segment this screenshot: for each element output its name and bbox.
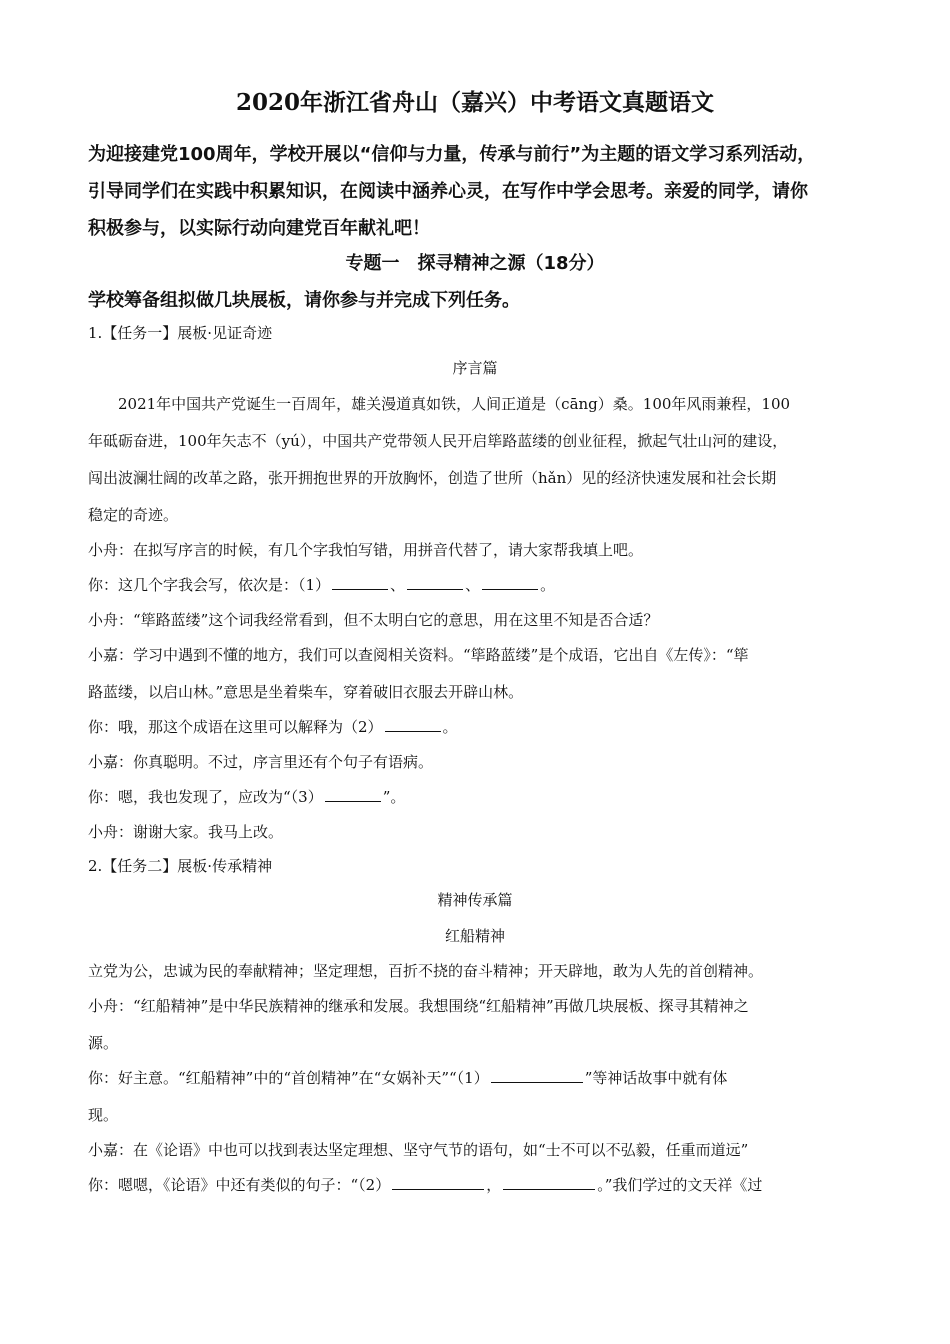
answer-blank-1[interactable] — [332, 588, 388, 590]
dialogue-you-5 — [88, 1174, 762, 1195]
closing-quote: ”。 — [382, 788, 406, 806]
intro-line-3: 积极参与，以实际行动向建党百年献礼吧！ — [88, 218, 430, 239]
dialogue-xiaozhou-2: 小舟：“筚路蓝缕”这个词我经常看到，但不太明白它的意思，用在这里不知是否合适？ — [88, 611, 659, 629]
separator: 、 — [465, 576, 481, 594]
intro-line-1: 为迎接建党100周年，学校开展以“信仰与力量，传承与前行”为主题的语文学习系列活动， — [88, 144, 816, 165]
dialogue-xiaojia-2: 小嘉：你真聪明。不过，序言里还有个句子有语病。 — [88, 753, 434, 771]
preface-line-2: 年砥砺奋进，100年矢志不（yú），中国共产党带领人民开启筚路蓝缕的创业征程，掀起气壮山河的建设， — [88, 432, 788, 450]
dialogue-text: 你：嗯嗯，《论语》中还有类似的句子：“（2） — [88, 1176, 391, 1194]
answer-blank-8[interactable] — [503, 1188, 595, 1190]
dialogue-text: 你：嗯，我也发现了，应改为“（3） — [88, 788, 323, 806]
preface-line-3: 闯出波澜壮阔的改革之路，张开拥抱世界的开放胸怀，创造了世所（hǎn）见的经济快速发展和社会长期 — [88, 469, 777, 487]
comma: ， — [486, 1176, 502, 1194]
dialogue-xiaozhou-3: 小舟：谢谢大家。我马上改。 — [88, 823, 284, 841]
task2-subsubtitle: 红船精神 — [444, 927, 505, 945]
answer-blank-3[interactable] — [482, 588, 538, 590]
answer-blank-5[interactable] — [325, 800, 381, 802]
dialogue-you-1 — [88, 574, 555, 595]
dialogue-you-3 — [88, 786, 405, 807]
answer-blank-4[interactable] — [385, 730, 441, 732]
dialogue-text: 。”我们学过的文天祥《过 — [597, 1176, 763, 1194]
page-title: 2020年浙江省舟山（嘉兴）中考语文真题语文 — [235, 89, 714, 116]
task2-subtitle: 精神传承篇 — [437, 891, 513, 909]
period: 。 — [540, 576, 556, 594]
dialogue-text: 你：哦，那这个成语在这里可以解释为（2） — [88, 718, 383, 736]
red-boat-spirit-text: 立党为公，忠诚为民的奉献精神；坚定理想，百折不挠的奋斗精神；开天辟地，敢为人先的首创精神。 — [88, 962, 764, 980]
answer-blank-2[interactable] — [407, 588, 463, 590]
task2-label: 2.【任务二】展板·传承精神 — [88, 857, 273, 875]
separator: 、 — [390, 576, 406, 594]
dialogue-you-4b: 现。 — [88, 1106, 119, 1124]
dialogue-xiaojia-1b: 路蓝缕，以启山林。”意思是坐着柴车，穿着破旧衣服去开辟山林。 — [88, 683, 524, 701]
preface-line-4: 稳定的奇迹。 — [88, 506, 179, 524]
period: 。 — [442, 718, 458, 736]
dialogue-xiaozhou-4b: 源。 — [88, 1034, 119, 1052]
dialogue-you-2 — [88, 716, 458, 737]
intro-line-2: 引导同学们在实践中积累知识，在阅读中涵养心灵，在写作中学会思考。亲爱的同学，请你 — [88, 181, 808, 202]
task1-label: 1.【任务一】展板·见证奇迹 — [88, 324, 273, 342]
dialogue-text: 你：好主意。“红船精神”中的“首创精神”在“女娲补天”“（1） — [88, 1069, 489, 1087]
answer-blank-7[interactable] — [392, 1188, 484, 1190]
dialogue-text: 你：这几个字我会写，依次是：（1） — [88, 576, 331, 594]
answer-blank-6[interactable] — [491, 1081, 583, 1083]
preface-line-1: 2021年中国共产党诞生一百周年，雄关漫道真如铁，人间正道是（cāng）桑。100年风雨兼程，100 — [118, 395, 791, 413]
task1-subtitle: 序言篇 — [452, 359, 498, 377]
dialogue-xiaozhou-1: 小舟：在拟写序言的时候，有几个字我怕写错，用拼音代替了，请大家帮我填上吧。 — [88, 541, 644, 559]
section-instruction: 学校筹备组拟做几块展板，请你参与并完成下列任务。 — [88, 290, 520, 311]
dialogue-you-4a — [88, 1067, 727, 1088]
dialogue-xiaojia-3: 小嘉：在《论语》中也可以找到表达坚定理想、坚守气节的语句，如“士不可以不弘毅，任重而道远” — [88, 1141, 749, 1159]
dialogue-text: ”等神话故事中就有体 — [584, 1069, 728, 1087]
section-heading: 专题一 探寻精神之源（18分） — [345, 253, 605, 274]
dialogue-xiaojia-1a: 小嘉：学习中遇到不懂的地方，我们可以查阅相关资料。“筚路蓝缕”是个成语，它出自《左传》：“筚 — [88, 646, 749, 664]
dialogue-xiaozhou-4a: 小舟：“红船精神”是中华民族精神的继承和发展。我想围绕“红船精神”再做几块展板、探寻其精神之 — [88, 997, 749, 1015]
